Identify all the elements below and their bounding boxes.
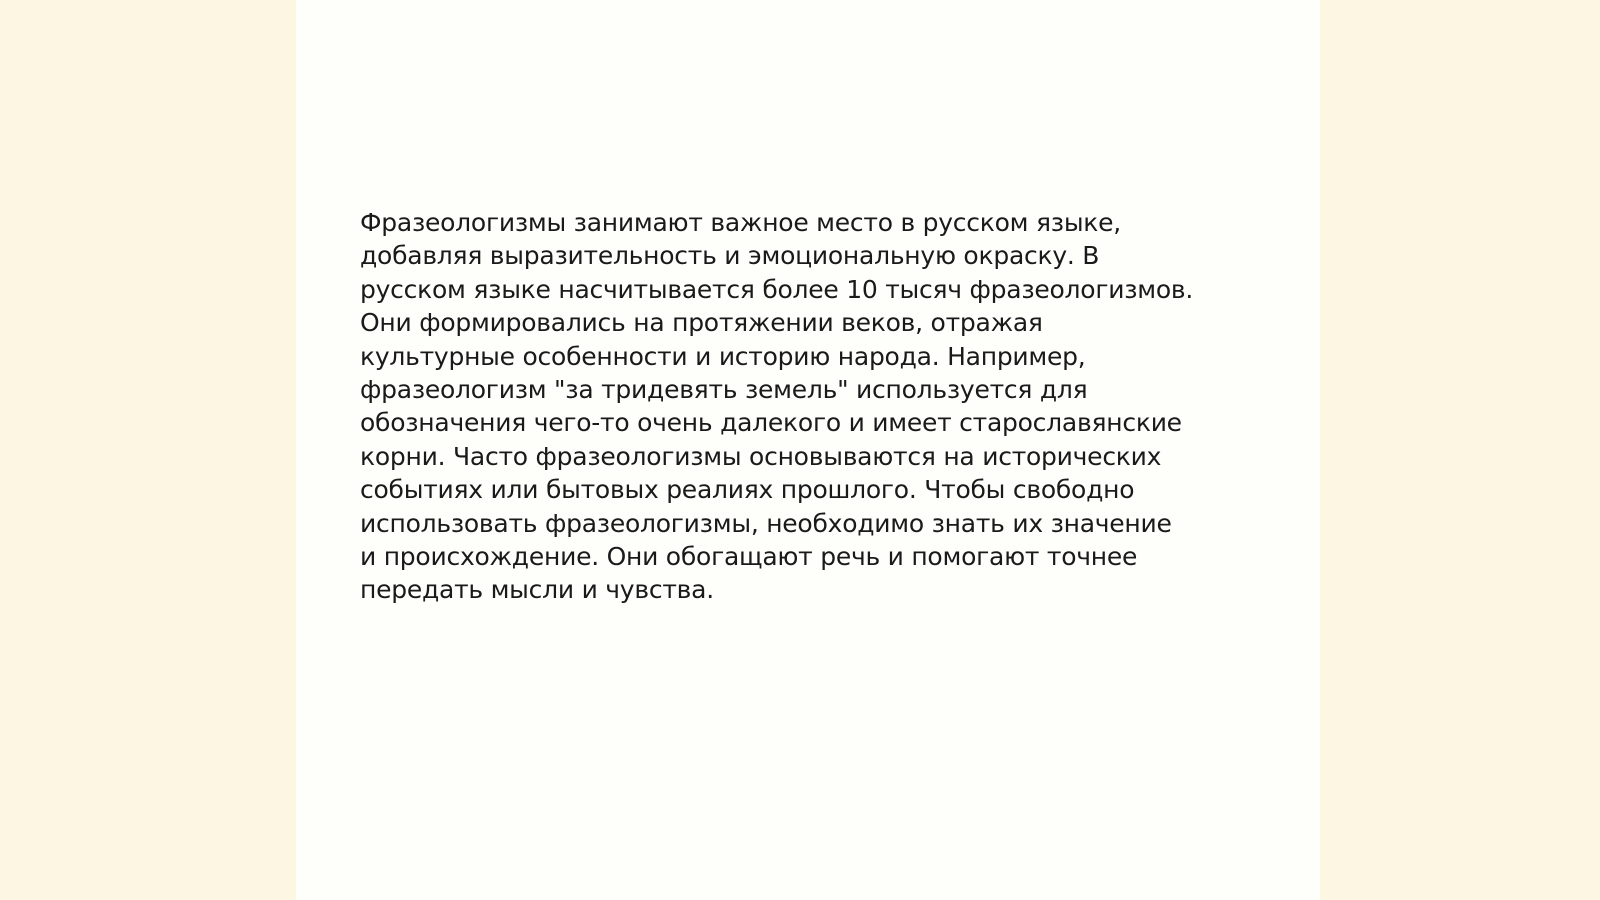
body-paragraph xyxy=(360,206,1240,607)
paragraph-line: и происхождение. Они обогащают речь и помогают точнее xyxy=(360,542,1138,572)
paragraph-line: фразеологизм "за тридевять земель" используется для xyxy=(360,375,1088,405)
paragraph-line: использовать фразеологизмы, необходимо знать их значение xyxy=(360,508,1172,538)
paragraph-line: событиях или бытовых реалиях прошлого. Чтобы свободно xyxy=(360,475,1135,505)
paragraph-line: обозначения чего-то очень далекого и имеет старославянские xyxy=(360,408,1182,438)
paragraph-line: русском языке насчитывается более 10 тысяч фразеологизмов. xyxy=(360,274,1194,304)
document-page xyxy=(296,0,1320,900)
paragraph-line: передать мысли и чувства. xyxy=(360,575,714,605)
paragraph-line: Они формировались на протяжении веков, отражая xyxy=(360,308,1043,338)
paragraph-line: культурные особенности и историю народа. Например, xyxy=(360,341,1086,371)
paragraph-line: корни. Часто фразеологизмы основываются на исторических xyxy=(360,441,1162,471)
paragraph-line: добавляя выразительность и эмоциональную окраску. В xyxy=(360,241,1100,271)
paragraph-line: Фразеологизмы занимают важное место в русском языке, xyxy=(360,208,1121,237)
